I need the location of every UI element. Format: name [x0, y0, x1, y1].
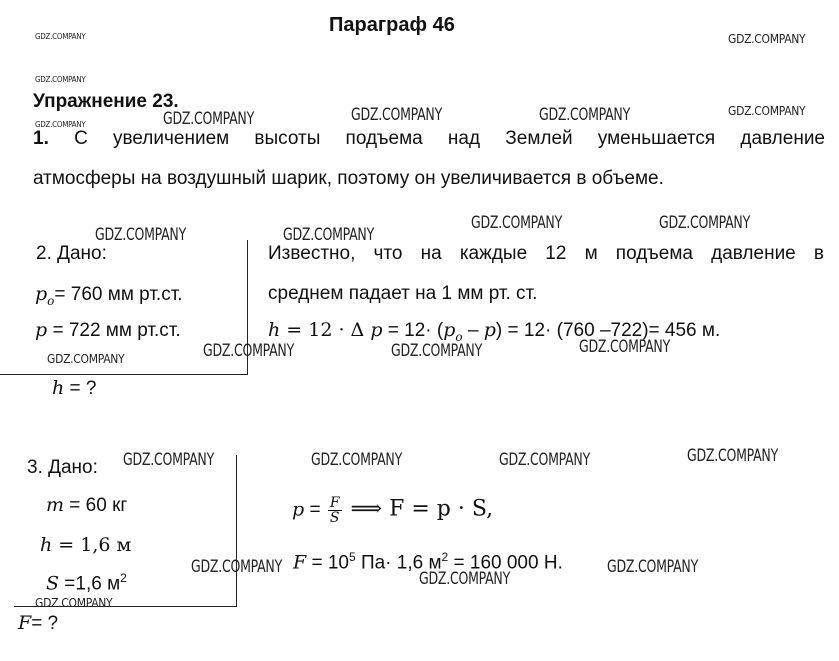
q3-s: S =1,6 $м^2$: [46, 571, 127, 595]
q3-result: $F = 10^5$ Па· 1,6 $м^2 = 160$ 000 Н.: [293, 550, 563, 574]
watermark: GDZ.COMPANY: [283, 225, 374, 245]
watermark: GDZ.COMPANY: [728, 32, 806, 46]
q2-formula: h = 12 · Δ $p = 12\cdot (p_o - p) = 12\cdot (760$ –722)= 456 м.: [268, 319, 721, 344]
watermark: GDZ.COMPANY: [35, 120, 86, 129]
q2-h-unknown: h = ?: [52, 377, 97, 399]
q2-p0: $p_o= 760$ мм рт.ст.: [35, 283, 183, 308]
q2-horizontal-rule: [0, 374, 248, 375]
q3-m: m = 60 кг: [46, 494, 128, 516]
watermark: GDZ.COMPANY: [47, 352, 125, 366]
q3-formula: p = $\frac{F}{S}$ ⟹ F = p · S,: [292, 495, 494, 526]
q2-given-label: 2. Дано:: [36, 243, 107, 264]
q1-text1: С увеличением высоты подъема над Землей уменьшается давление: [74, 128, 825, 149]
page-title: Параграф 46: [329, 14, 455, 36]
watermark: GDZ.COMPANY: [391, 341, 482, 361]
q2-text2: среднем падает на 1 мм рт. ст.: [268, 283, 538, 304]
watermark: GDZ.COMPANY: [123, 450, 214, 470]
watermark: GDZ.COMPANY: [35, 32, 86, 41]
q3-vertical-rule: [236, 455, 237, 607]
watermark: GDZ.COMPANY: [579, 337, 670, 357]
watermark: GDZ.COMPANY: [351, 105, 442, 125]
watermark: GDZ.COMPANY: [163, 109, 254, 129]
watermark: GDZ.COMPANY: [659, 213, 750, 233]
watermark: GDZ.COMPANY: [203, 341, 294, 361]
q3-f-unknown: F= ?: [18, 612, 59, 634]
watermark: GDZ.COMPANY: [539, 105, 630, 125]
q1-line1: [33, 128, 825, 150]
watermark: GDZ.COMPANY: [419, 569, 510, 589]
q1-number: 1.: [33, 128, 49, 149]
watermark: GDZ.COMPANY: [728, 104, 806, 118]
watermark: GDZ.COMPANY: [499, 450, 590, 470]
q3-fraction: $\frac{F}{S}$: [329, 495, 340, 526]
exercise-heading: Упражнение 23.: [33, 91, 179, 112]
q2-text1: Известно, что на каждые 12 м подъема давление в: [268, 243, 824, 264]
q2-p: p = 722 мм рт.ст.: [35, 319, 181, 341]
watermark: GDZ.COMPANY: [471, 213, 562, 233]
watermark: GDZ.COMPANY: [607, 557, 698, 577]
watermark: GDZ.COMPANY: [311, 450, 402, 470]
watermark: GDZ.COMPANY: [687, 446, 778, 466]
q3-h: h = 1,6 м: [40, 534, 132, 556]
watermark: GDZ.COMPANY: [35, 75, 86, 84]
q1-line2: атмосферы на воздушный шарик, поэтому он увеличивается в объеме.: [33, 168, 664, 189]
watermark: GDZ.COMPANY: [35, 596, 113, 610]
watermark: GDZ.COMPANY: [191, 557, 282, 577]
watermark: GDZ.COMPANY: [95, 225, 186, 245]
q3-given-label: 3. Дано:: [27, 457, 98, 478]
